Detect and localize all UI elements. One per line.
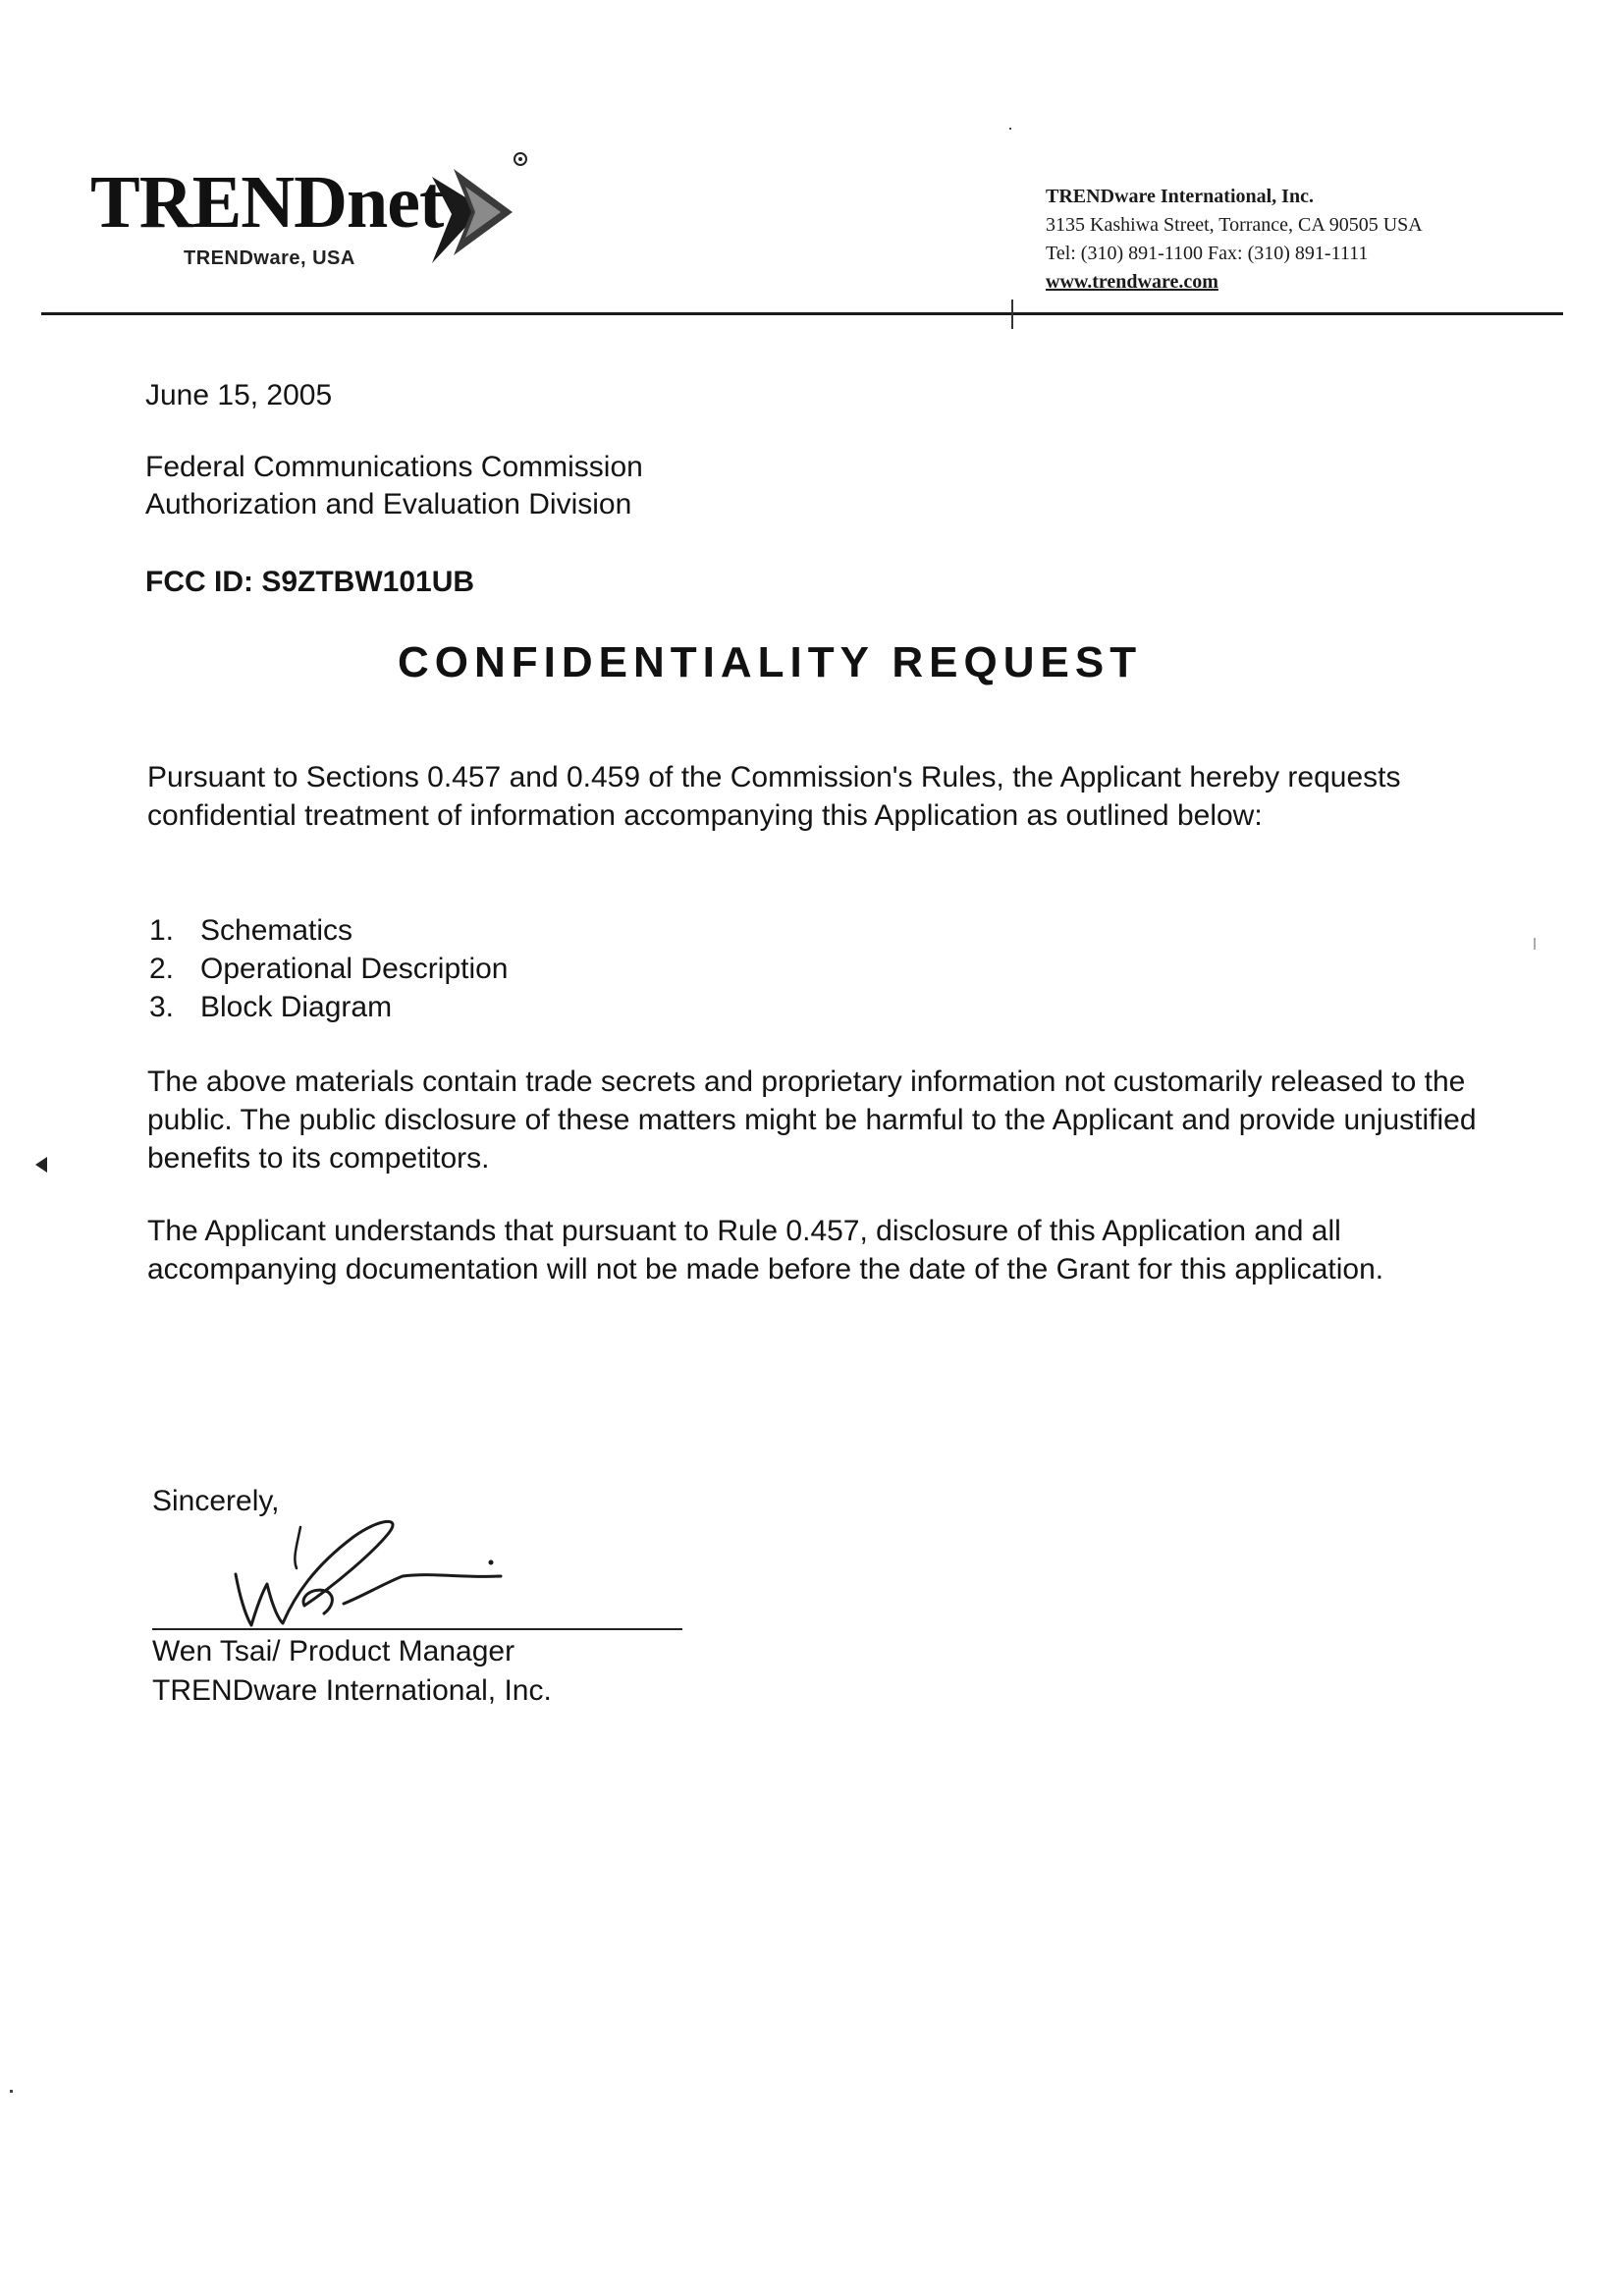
handwritten-signature bbox=[206, 1498, 560, 1645]
paragraph-disclosure: The Applicant understands that pursuant to Rule 0.457, disclosure of this Application and all accompanying documentation will not be made before the date of the Grant for this application. bbox=[147, 1215, 1384, 1285]
signer-company: TRENDware International, Inc. bbox=[152, 1674, 552, 1707]
divider-tick-mark bbox=[1011, 300, 1013, 329]
letterhead-divider bbox=[41, 312, 1563, 315]
letter-date: June 15, 2005 bbox=[145, 379, 333, 411]
fcc-id: FCC ID: S9ZTBW101UB bbox=[145, 566, 475, 598]
list-item bbox=[149, 911, 509, 950]
letter-title: CONFIDENTIALITY REQUEST bbox=[398, 638, 1143, 686]
recipient-line-1: Federal Communications Commission bbox=[145, 451, 643, 483]
signature-line bbox=[152, 1628, 682, 1630]
list-item bbox=[149, 950, 509, 988]
list-item-number: 2. bbox=[149, 953, 175, 985]
company-address-block bbox=[1046, 183, 1556, 297]
paragraph-request: Pursuant to Sections 0.457 and 0.459 of the Commission's Rules, the Applicant hereby requests confidential treatment of information accompanying this Application as outlined below: bbox=[147, 761, 1401, 832]
company-phone-fax: Tel: (310) 891-1100 Fax: (310) 891-1111 bbox=[1046, 243, 1369, 264]
list-item bbox=[149, 988, 509, 1026]
paragraph-trade-secrets: The above materials contain trade secrets and proprietary information not customarily released to the public. The public disclosure of these matters might be harmful to the Applicant and provide unjustified benefits to its competitors. bbox=[147, 1066, 1477, 1175]
list-item-label: Schematics bbox=[200, 914, 353, 947]
company-address: 3135 Kashiwa Street, Torrance, CA 90505 USA bbox=[1046, 214, 1423, 236]
company-logo bbox=[90, 147, 542, 285]
logo-subtitle: TRENDware, USA bbox=[184, 247, 355, 269]
scan-speck bbox=[10, 2090, 13, 2093]
company-website: www.trendware.com bbox=[1046, 271, 1218, 293]
logo-wordmark: TRENDnet bbox=[90, 161, 444, 244]
signer-name-title: Wen Tsai/ Product Manager bbox=[152, 1635, 515, 1667]
list-item-label: Block Diagram bbox=[200, 991, 393, 1023]
list-item-number: 1. bbox=[149, 914, 175, 947]
list-item-label: Operational Description bbox=[200, 953, 509, 985]
signer-block bbox=[152, 1632, 552, 1711]
company-name: TRENDware International, Inc. bbox=[1046, 186, 1314, 207]
recipient-block bbox=[145, 449, 643, 523]
margin-arrow-icon bbox=[35, 1157, 47, 1173]
logo-arrow-icon bbox=[414, 147, 532, 275]
recipient-line-2: Authorization and Evaluation Division bbox=[145, 488, 632, 520]
scan-speck bbox=[1009, 128, 1011, 130]
list-item-number: 3. bbox=[149, 991, 175, 1023]
materials-list bbox=[149, 911, 509, 1026]
closing-salutation: Sincerely, bbox=[152, 1485, 280, 1517]
scan-speck bbox=[1534, 938, 1536, 950]
